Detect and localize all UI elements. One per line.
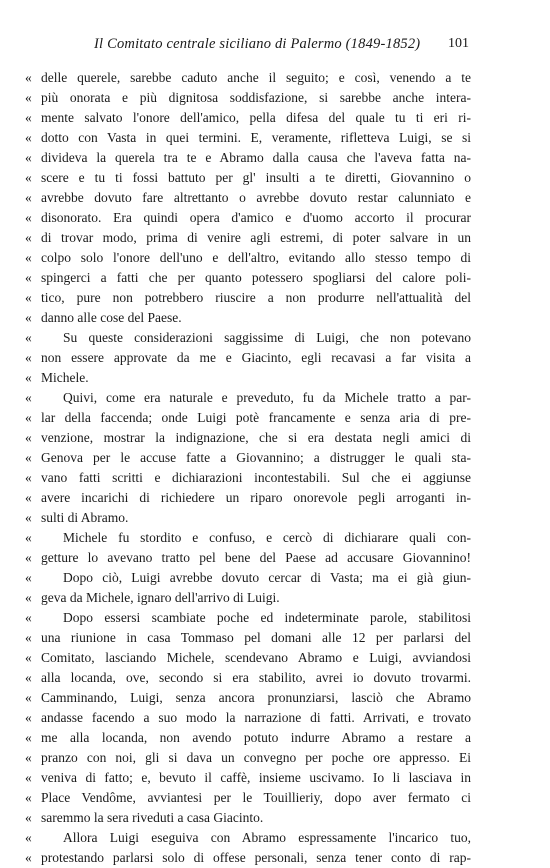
text-line xyxy=(0,148,550,168)
text-line xyxy=(0,688,550,708)
text-line xyxy=(0,308,550,328)
quote-mark: « xyxy=(25,710,32,725)
text-line xyxy=(0,328,550,348)
text-line xyxy=(0,548,550,568)
quote-mark: « xyxy=(25,370,32,385)
line-text: di trovar modo, prima di venire agli estremi, di poter salvare in un xyxy=(41,230,471,245)
text-line xyxy=(0,588,550,608)
header-title: Il Comitato centrale siciliano di Palermo (1849-1852) xyxy=(94,36,421,52)
line-text: mente salvato l'onore dell'amico, pella difesa del quale tu ti eri ri- xyxy=(41,110,471,125)
quote-mark: « xyxy=(25,590,32,605)
line-text: alla locanda, ove, secondo si era stabilito, avrei io dovuto trovarmi. xyxy=(41,670,471,685)
text-line xyxy=(0,528,550,548)
line-text: Su queste considerazioni saggissime di Luigi, che non potevano xyxy=(63,330,471,345)
line-text: protestando parlarsi solo di offese personali, senza tener conto di rap- xyxy=(41,850,471,865)
line-text: Michele. xyxy=(41,370,89,385)
line-text: una riunione in casa Tommaso pel domani alle 12 per parlarsi del xyxy=(41,630,471,645)
line-text: delle querele, sarebbe caduto anche il seguito; e così, venendo a te xyxy=(41,70,471,85)
quote-mark: « xyxy=(25,250,32,265)
text-line xyxy=(0,508,550,528)
line-text: Place Vendôme, avviantesi per le Touillieriy, dopo aver fermato ci xyxy=(41,790,471,805)
quote-mark: « xyxy=(25,550,32,565)
quote-mark: « xyxy=(25,690,32,705)
quote-mark: « xyxy=(25,110,32,125)
quote-mark: « xyxy=(25,750,32,765)
line-text: pranzo con noi, gli si dava un convegno per poche ore appresso. Ei xyxy=(41,750,471,765)
text-line xyxy=(0,388,550,408)
quote-mark: « xyxy=(25,730,32,745)
quote-mark: « xyxy=(25,610,32,625)
text-line xyxy=(0,188,550,208)
quote-mark: « xyxy=(25,570,32,585)
quote-mark: « xyxy=(25,270,32,285)
quote-mark: « xyxy=(25,630,32,645)
quote-mark: « xyxy=(25,130,32,145)
text-line xyxy=(0,88,550,108)
line-text: Michele fu stordito e confuso, e cercò di dichiarare quali con- xyxy=(63,530,471,545)
line-text: vano fatti scritti e dichiarazioni incontestabili. Sul che ei aggiunse xyxy=(41,470,471,485)
text-line xyxy=(0,568,550,588)
quote-mark: « xyxy=(25,530,32,545)
line-text: getture lo avevano tratto pel bene del Paese ad accusare Giovannino! xyxy=(41,550,471,565)
line-text: più onorata e più dignitosa soddisfazione, si sarebbe anche intera- xyxy=(41,90,471,105)
line-text: veniva di fatto; e, bevuto il caffè, insieme uscivamo. Io li lasciava in xyxy=(41,770,471,785)
line-text: geva da Michele, ignaro dell'arrivo di Luigi. xyxy=(41,590,280,605)
text-line xyxy=(0,428,550,448)
line-text: Quivi, come era naturale e preveduto, fu da Michele tratto a par- xyxy=(63,390,471,405)
line-text: colpo solo l'onore dell'uno e dell'altro, evitando allo stesso tempo di xyxy=(41,250,471,265)
quote-mark: « xyxy=(25,70,32,85)
line-text: non essere approvate da me e Giacinto, egli recavasi a far visita a xyxy=(41,350,471,365)
text-line xyxy=(0,408,550,428)
text-line xyxy=(0,288,550,308)
text-line xyxy=(0,128,550,148)
line-text: tico, pure non potrebbero riuscire a non produrre nell'attualità del xyxy=(41,290,471,305)
text-line xyxy=(0,668,550,688)
quote-mark: « xyxy=(25,170,32,185)
running-header xyxy=(0,36,550,56)
text-line xyxy=(0,68,550,88)
quote-mark: « xyxy=(25,670,32,685)
quote-mark: « xyxy=(25,790,32,805)
text-line xyxy=(0,228,550,248)
text-line xyxy=(0,848,550,868)
line-text: spingerci a fatti che per quanto potessero spogliarsi del calore poli- xyxy=(41,270,471,285)
quote-mark: « xyxy=(25,510,32,525)
quote-mark: « xyxy=(25,190,32,205)
line-text: scere e tu ti fossi battuto per gl' insulti a te diretti, Giovannino o xyxy=(41,170,471,185)
line-text: venzione, mostrar la indignazione, che si era destata negli amici di xyxy=(41,430,471,445)
text-line xyxy=(0,488,550,508)
line-text: andasse facendo a suo modo la narrazione di fatti. Arrivati, e trovato xyxy=(41,710,471,725)
quote-mark: « xyxy=(25,350,32,365)
quote-mark: « xyxy=(25,290,32,305)
text-line xyxy=(0,628,550,648)
quote-mark: « xyxy=(25,330,32,345)
line-text: avere incarichi di richiedere un riparo onorevole pegli arroganti in- xyxy=(41,490,471,505)
text-line xyxy=(0,748,550,768)
quote-mark: « xyxy=(25,150,32,165)
text-line xyxy=(0,368,550,388)
line-text: avrebbe dovuto fare altrettanto o avrebbe dovuto restar calunniato e xyxy=(41,190,471,205)
quote-mark: « xyxy=(25,850,32,865)
text-line xyxy=(0,828,550,848)
line-text: me alla locanda, non avendo potuto indurre Abramo a restare a xyxy=(41,730,471,745)
quote-mark: « xyxy=(25,230,32,245)
line-text: sulti di Abramo. xyxy=(41,510,129,525)
text-line xyxy=(0,608,550,628)
line-text: dotto con Vasta in quei termini. E, veramente, rifletteva Luigi, se si xyxy=(41,130,471,145)
line-text: disonorato. Era quindi opera d'amico e d'uomo accorto il procurar xyxy=(41,210,471,225)
text-line xyxy=(0,468,550,488)
quote-mark: « xyxy=(25,450,32,465)
text-line xyxy=(0,648,550,668)
text-line xyxy=(0,788,550,808)
quote-mark: « xyxy=(25,390,32,405)
text-line xyxy=(0,728,550,748)
text-line xyxy=(0,108,550,128)
line-text: Dopo essersi scambiate poche ed indeterminate parole, stabilitosi xyxy=(63,610,471,625)
quote-mark: « xyxy=(25,770,32,785)
line-text: saremmo la sera riveduti a casa Giacinto. xyxy=(41,810,264,825)
quote-mark: « xyxy=(25,90,32,105)
quote-mark: « xyxy=(25,430,32,445)
quote-mark: « xyxy=(25,650,32,665)
line-text: danno alle cose del Paese. xyxy=(41,310,182,325)
quote-mark: « xyxy=(25,810,32,825)
quote-mark: « xyxy=(25,310,32,325)
text-line xyxy=(0,348,550,368)
quote-mark: « xyxy=(25,210,32,225)
text-line xyxy=(0,768,550,788)
line-text: Comitato, lasciando Michele, scendevano Abramo e Luigi, avviandosi xyxy=(41,650,471,665)
text-line xyxy=(0,448,550,468)
line-text: Camminando, Luigi, senza ancora pronunziarsi, lasciò che Abramo xyxy=(41,690,471,705)
text-line xyxy=(0,268,550,288)
line-text: Allora Luigi eseguiva con Abramo espressamente l'incarico tuo, xyxy=(63,830,471,845)
text-line xyxy=(0,708,550,728)
line-text: divideva la querela tra te e Abramo dalla causa che l'aveva fatta na- xyxy=(41,150,471,165)
quote-mark: « xyxy=(25,830,32,845)
line-text: lar della faccenda; onde Luigi potè francamente e senza aria di pre- xyxy=(41,410,471,425)
text-line xyxy=(0,208,550,228)
quote-mark: « xyxy=(25,470,32,485)
text-line xyxy=(0,168,550,188)
line-text: Genova per le accuse fatte a Giovannino; a distrugger le quali sta- xyxy=(41,450,471,465)
page-number: 101 xyxy=(448,36,469,51)
text-line xyxy=(0,248,550,268)
quote-mark: « xyxy=(25,490,32,505)
text-line xyxy=(0,808,550,828)
quote-mark: « xyxy=(25,410,32,425)
line-text: Dopo ciò, Luigi avrebbe dovuto cercar di Vasta; ma ei già giun- xyxy=(63,570,471,585)
